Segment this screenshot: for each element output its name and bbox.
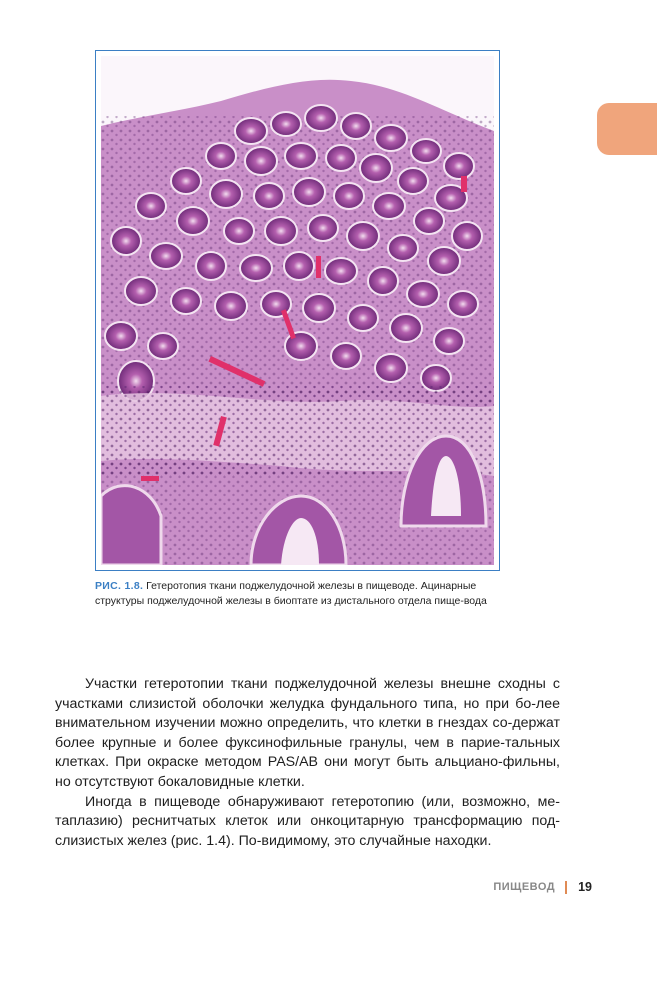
running-section-title: ПИЩЕВОД xyxy=(493,881,556,893)
paragraph-1: Участки гетеротопии ткани поджелудочной железы внешне сходны с участками слизистой оболочки желудка фундального типа, но при бо-лее внимательном изучении можно определить, что клетки в гнездах со-держат более крупные и более фуксинофильные гранулы, чем в парие-тальных клетках. При окраске методом PAS/AB они могут быть альциано-фильны, но отсутствуют бокаловидные клетки. xyxy=(55,676,560,790)
page-number: 19 xyxy=(578,880,592,894)
micrograph-image xyxy=(101,56,494,565)
footer-divider xyxy=(565,881,567,894)
histology-micrograph xyxy=(101,56,494,565)
figure-label: РИС. 1.8. xyxy=(95,580,144,592)
chapter-tab xyxy=(597,103,657,155)
body-text xyxy=(55,675,560,851)
figure-caption-text: Гетеротопия ткани поджелудочной железы в пищеводе. Ацинарные структуры поджелудочной железы в биоптате из дистального отдела пище-вода xyxy=(95,580,487,607)
figure-caption xyxy=(95,579,515,609)
page-footer xyxy=(493,880,592,894)
paragraph-2: Иногда в пищеводе обнаруживают гетеротопию (или, возможно, ме-таплазию) реснитчатых клеток или онкоцитарную трансформацию под-слизистых желез (рис. 1.4). По-видимому, это случайные находки. xyxy=(55,793,560,849)
figure-frame xyxy=(95,50,500,571)
